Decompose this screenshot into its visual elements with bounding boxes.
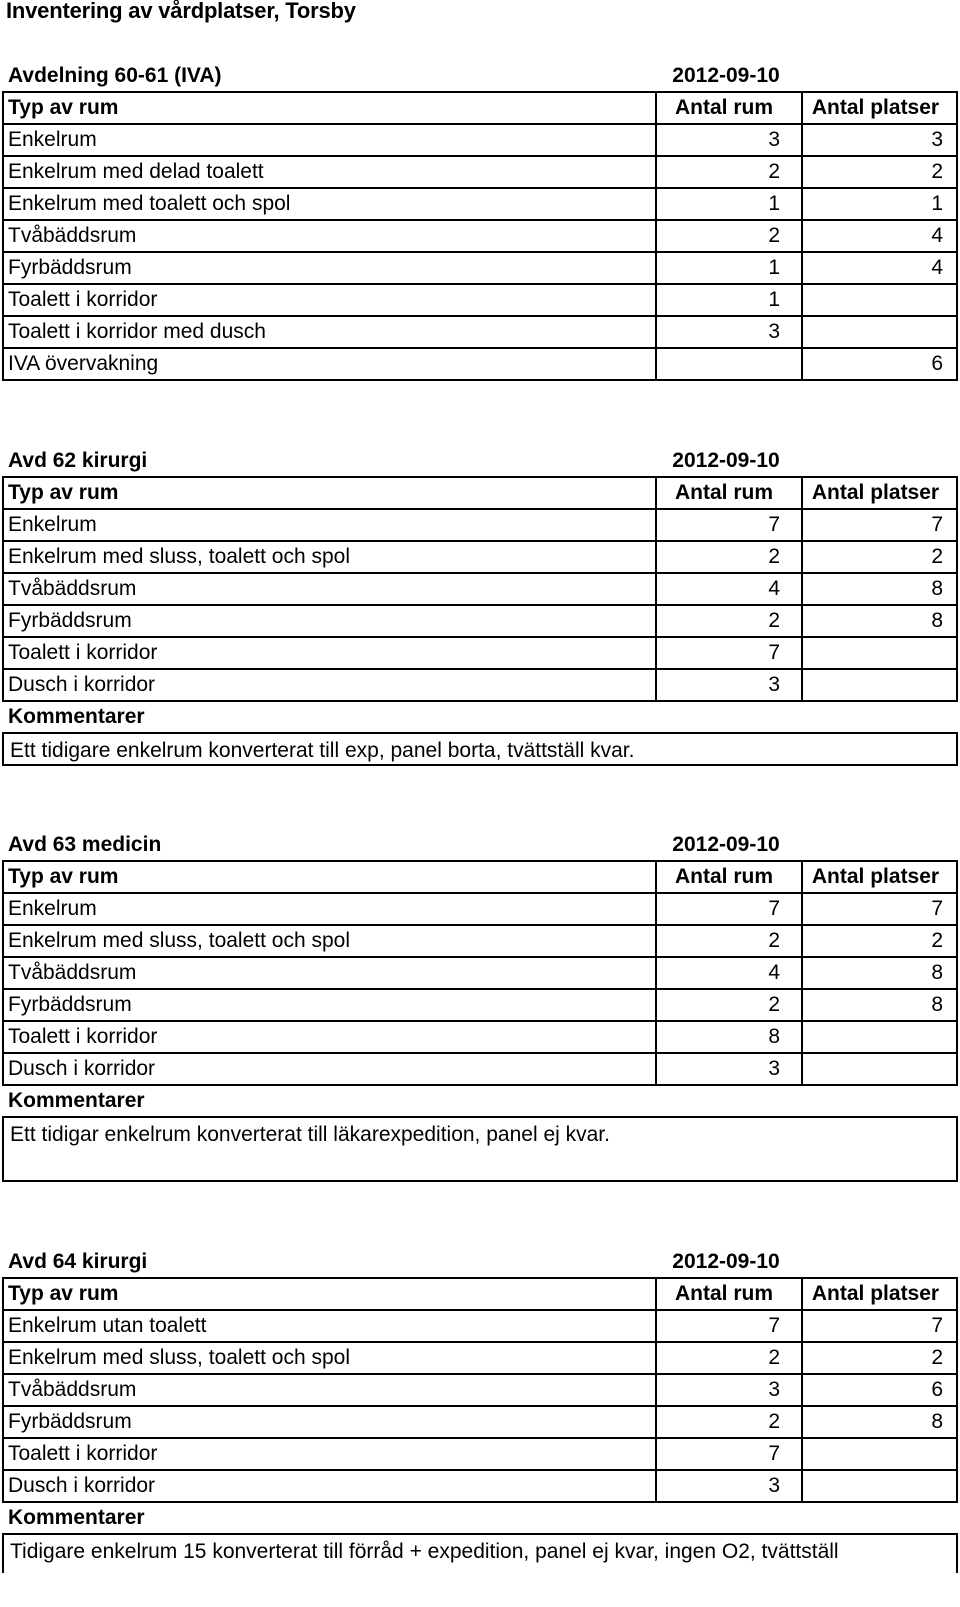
comment-box [2, 732, 958, 766]
table-row [0, 988, 960, 1021]
comments-label: Kommentarer [8, 705, 145, 728]
table-row [0, 1052, 960, 1085]
section-date: 2012-09-10 [672, 833, 780, 856]
bed-count: 2 [931, 929, 943, 952]
section-date: 2012-09-10 [672, 449, 780, 472]
comment-box [2, 1533, 958, 1573]
room-type: Enkelrum [8, 897, 97, 920]
column-header-bed-count: Antal platser [811, 96, 940, 119]
bed-count: 8 [931, 577, 943, 600]
table-row [0, 636, 960, 669]
table-row [0, 604, 960, 637]
bed-count: 2 [931, 545, 943, 568]
bed-count: 7 [931, 513, 943, 536]
room-count: 7 [768, 1442, 780, 1465]
bed-count: 6 [931, 1378, 943, 1401]
comments-heading [0, 700, 960, 733]
table-header-row [0, 476, 960, 509]
table-row [0, 1437, 960, 1470]
table-row [0, 1020, 960, 1053]
bed-count [800, 1052, 951, 1085]
column-header-room-type: Typ av rum [8, 1282, 119, 1305]
table-header-row [0, 1277, 960, 1310]
section-avd-64 [0, 1245, 960, 1563]
room-count: 3 [768, 128, 780, 151]
room-count: 1 [768, 288, 780, 311]
room-type: Dusch i korridor [8, 1057, 156, 1080]
bed-count: 2 [931, 160, 943, 183]
room-type: Toalett i korridor [8, 1025, 158, 1048]
room-count: 2 [768, 609, 780, 632]
room-count: 2 [768, 545, 780, 568]
bed-count: 8 [931, 609, 943, 632]
room-type: Enkelrum med delad toalett [8, 160, 264, 183]
bed-count: 7 [931, 897, 943, 920]
room-count: 8 [768, 1025, 780, 1048]
bed-count: 4 [931, 256, 943, 279]
comment-text: Ett tidigare enkelrum konverterat till exp, panel borta, tvättställ kvar. [10, 739, 635, 762]
table-row [0, 1469, 960, 1502]
table-row [0, 540, 960, 573]
column-header-room-type: Typ av rum [8, 865, 119, 888]
comments-label: Kommentarer [8, 1089, 145, 1112]
room-count: 3 [768, 1474, 780, 1497]
room-type: Toalett i korridor [8, 288, 158, 311]
bed-count: 8 [931, 1410, 943, 1433]
room-count: 3 [768, 1057, 780, 1080]
table-row [0, 187, 960, 220]
bed-count [800, 283, 951, 316]
table-row [0, 347, 960, 380]
comments-label: Kommentarer [8, 1506, 145, 1529]
bed-count [800, 1437, 951, 1470]
table-row [0, 1341, 960, 1374]
room-type: Enkelrum [8, 128, 97, 151]
comment-text: Ett tidigar enkelrum konverterat till läkarexpedition, panel ej kvar. [10, 1123, 610, 1146]
section-header [0, 59, 960, 92]
section-date: 2012-09-10 [672, 64, 780, 87]
room-count [654, 347, 794, 380]
table-row [0, 1405, 960, 1438]
section-name: Avd 62 kirurgi [8, 449, 148, 472]
room-type: Tvåbäddsrum [8, 577, 137, 600]
room-type: Enkelrum [8, 513, 97, 536]
room-type: Enkelrum med sluss, toalett och spol [8, 929, 350, 952]
table-row [0, 1373, 960, 1406]
section-header [0, 828, 960, 861]
room-count: 3 [768, 1378, 780, 1401]
column-header-bed-count: Antal platser [811, 481, 940, 504]
room-count: 7 [768, 513, 780, 536]
bed-count: 7 [931, 1314, 943, 1337]
room-type: Dusch i korridor [8, 673, 156, 696]
column-header-room-count: Antal rum [674, 96, 773, 119]
room-type: Toalett i korridor [8, 1442, 158, 1465]
section-name: Avd 64 kirurgi [8, 1250, 148, 1273]
room-count: 2 [768, 224, 780, 247]
room-count: 4 [768, 577, 780, 600]
room-type: Fyrbäddsrum [8, 256, 132, 279]
column-header-bed-count: Antal platser [811, 865, 940, 888]
room-type: Toalett i korridor [8, 641, 158, 664]
column-header-bed-count: Antal platser [811, 1282, 940, 1305]
column-header-room-count: Antal rum [674, 865, 773, 888]
room-type: Enkelrum med toalett och spol [8, 192, 291, 215]
room-count: 2 [768, 929, 780, 952]
table-row [0, 123, 960, 156]
room-count: 7 [768, 897, 780, 920]
room-type: Toalett i korridor med dusch [8, 320, 266, 343]
section-avd-63 [0, 828, 960, 1146]
room-count: 2 [768, 993, 780, 1016]
bed-count: 6 [931, 352, 943, 375]
room-type: Enkelrum utan toalett [8, 1314, 207, 1337]
comments-heading [0, 1501, 960, 1534]
bed-count: 4 [931, 224, 943, 247]
comments-heading [0, 1084, 960, 1117]
room-count: 2 [768, 160, 780, 183]
bed-count [800, 315, 951, 348]
bed-count [800, 636, 951, 669]
room-type: Enkelrum med sluss, toalett och spol [8, 545, 350, 568]
table-row [0, 155, 960, 188]
bed-count: 2 [931, 1346, 943, 1369]
bed-count: 8 [931, 961, 943, 984]
room-count: 2 [768, 1410, 780, 1433]
comment-text: Tidigare enkelrum 15 konverterat till förråd + expedition, panel ej kvar, ingen O2, tvättställ [10, 1540, 839, 1563]
section-name: Avd 63 medicin [8, 833, 162, 856]
table-row [0, 892, 960, 925]
room-count: 1 [768, 256, 780, 279]
room-count: 7 [768, 641, 780, 664]
room-type: Tvåbäddsrum [8, 961, 137, 984]
table-row [0, 668, 960, 701]
room-count: 3 [768, 673, 780, 696]
bed-count [800, 1469, 951, 1502]
column-header-room-type: Typ av rum [8, 481, 119, 504]
room-count: 2 [768, 1346, 780, 1369]
room-count: 7 [768, 1314, 780, 1337]
section-header [0, 444, 960, 477]
room-count: 3 [768, 320, 780, 343]
section-header [0, 1245, 960, 1278]
table-header-row [0, 91, 960, 124]
bed-count: 1 [931, 192, 943, 215]
room-type: IVA övervakning [8, 352, 159, 375]
room-type: Fyrbäddsrum [8, 609, 132, 632]
bed-count [800, 1020, 951, 1053]
section-avd-62 [0, 444, 960, 762]
section-date: 2012-09-10 [672, 1250, 780, 1273]
table-row [0, 219, 960, 252]
column-header-room-count: Antal rum [674, 1282, 773, 1305]
table-row [0, 956, 960, 989]
section-name: Avdelning 60-61 (IVA) [8, 64, 222, 87]
table-row [0, 924, 960, 957]
column-header-room-count: Antal rum [674, 481, 773, 504]
section-avd-60-61 [0, 59, 960, 375]
comment-box [2, 1116, 958, 1182]
room-type: Enkelrum med sluss, toalett och spol [8, 1346, 350, 1369]
table-row [0, 251, 960, 284]
room-type: Tvåbäddsrum [8, 1378, 137, 1401]
column-header-room-type: Typ av rum [8, 96, 119, 119]
bed-count [800, 668, 951, 701]
table-row [0, 315, 960, 348]
room-type: Dusch i korridor [8, 1474, 156, 1497]
bed-count: 3 [931, 128, 943, 151]
table-row [0, 283, 960, 316]
table-header-row [0, 860, 960, 893]
room-type: Fyrbäddsrum [8, 1410, 132, 1433]
room-type: Tvåbäddsrum [8, 224, 137, 247]
room-type: Fyrbäddsrum [8, 993, 132, 1016]
room-count: 1 [768, 192, 780, 215]
table-row [0, 508, 960, 541]
table-row [0, 572, 960, 605]
bed-count: 8 [931, 993, 943, 1016]
document-title: Inventering av vårdplatser, Torsby [6, 0, 356, 23]
table-row [0, 1309, 960, 1342]
room-count: 4 [768, 961, 780, 984]
